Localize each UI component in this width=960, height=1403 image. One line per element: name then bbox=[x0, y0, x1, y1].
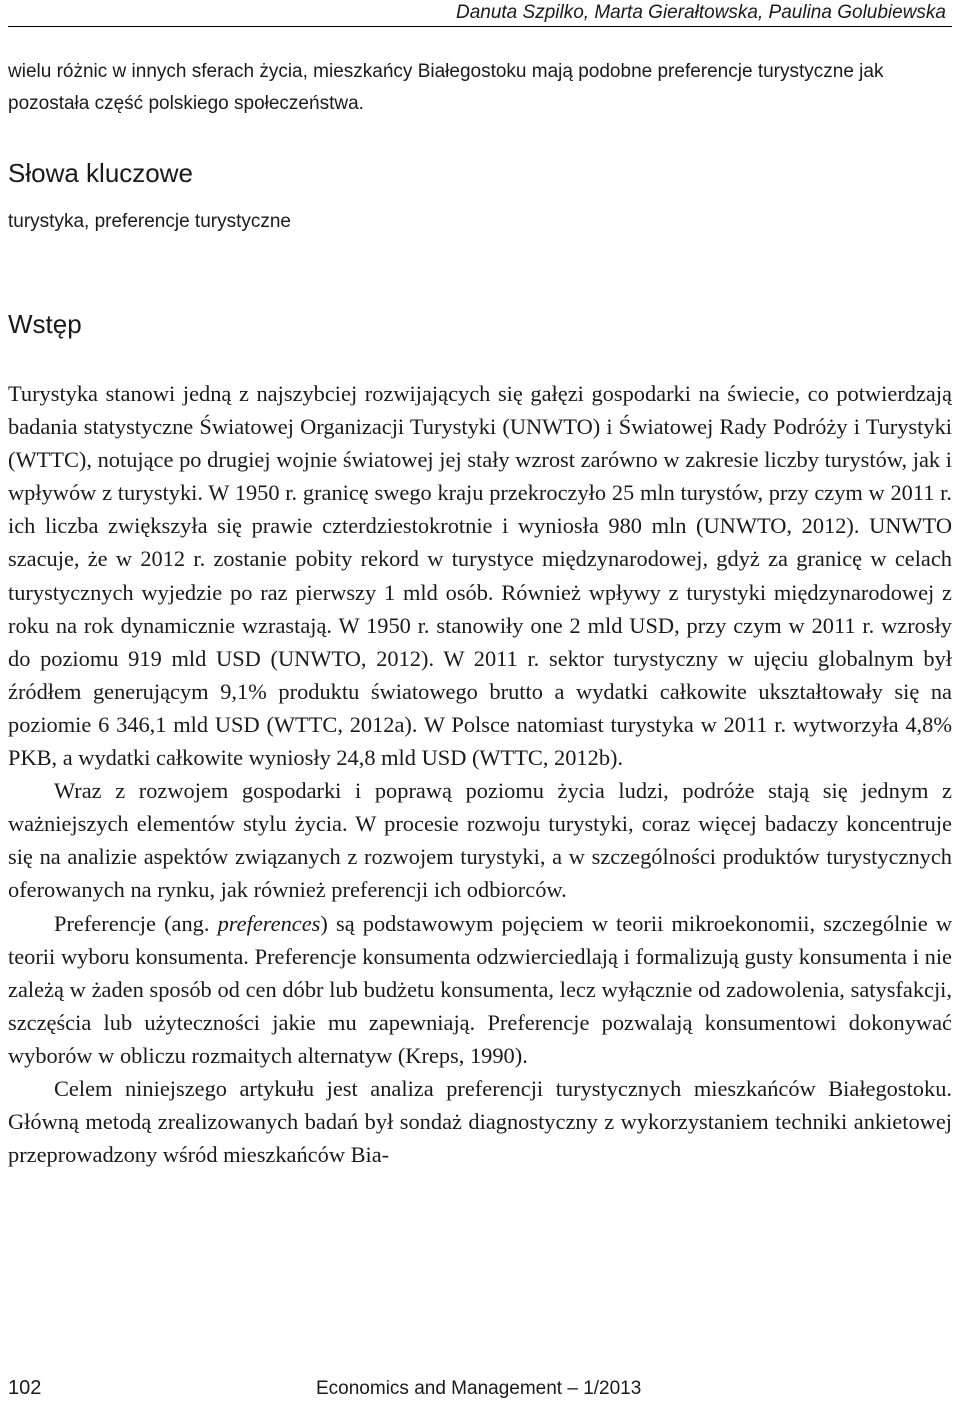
keywords-text: turystyka, preferencje turystyczne bbox=[8, 211, 291, 232]
running-header-authors: Danuta Szpilko, Marta Gierałtowska, Paulina Golubiewska bbox=[8, 0, 952, 27]
abstract-tail: wielu różnic w innych sferach życia, mieszkańcy Białegostoku mają podobne preferencje turystyczne jak pozostała część polskiego społeczeństwa. bbox=[8, 61, 884, 114]
paragraph-3 bbox=[8, 907, 952, 1072]
journal-name: Economics and Management – 1/2013 bbox=[316, 1378, 642, 1399]
introduction-body bbox=[8, 377, 952, 1171]
term-preferences: preferences bbox=[217, 910, 321, 936]
page-number: 102 bbox=[8, 1377, 42, 1399]
paragraph-2: Wraz z rozwojem gospodarki i poprawą poziomu życia ludzi, podróże stają się jednym z ważniejszych elementów stylu życia. W procesie rozwoju turystyki, coraz więcej badaczy koncentruje się na analizie aspektów związanych z rozwojem turystyki, a w szczególności produktów turystycznych oferowanych na rynku, jak również preferencji ich odbiorców. bbox=[8, 778, 952, 903]
introduction-heading: Wstęp bbox=[8, 309, 82, 339]
page-footer bbox=[8, 1374, 952, 1403]
keywords-heading: Słowa kluczowe bbox=[8, 158, 193, 188]
document-page bbox=[8, 0, 952, 1403]
paragraph-1: Turystyka stanowi jedną z najszybciej rozwijających się gałęzi gospodarki na świecie, co potwierdzają badania statystyczne Światowej Organizacji Turystyki (UNWTO) i Światowej Rady Podróży i Turystyki (WTTC), notujące po drugiej wojnie światowej jej stały wzrost zarówno w zakresie liczby turystów, jak i wpływów z turystyki. W 1950 r. granicę swego kraju przekroczyło 25 mln turystów, przy czym w 2011 r. ich liczba zwiększyła się prawie czterdziestokrotnie i wyniosła 980 mln (UNWTO, 2012). UNWTO szacuje, że w 2012 r. zostanie pobity rekord w turystyce międzynarodowej, gdyż za granicę w celach turystycznych wyjedzie po raz pierwszy 1 mld osób. Również wpływy z turystyki międzynarodowej z roku na rok dynamicznie wzrastają. W 1950 r. stanowiły one 2 mld USD, przy czym w 2011 r. wzrosły do poziomu 919 mld USD (UNWTO, 2012). W 2011 r. sektor turystyczny w ujęciu globalnym był źródłem generującym 9,1% produktu światowego brutto a wydatki całkowite ukształtowały się na poziomie 6 346,1 mld USD (WTTC, 2012a). W Polsce natomiast turystyka w 2011 r. wytworzyła 4,8% PKB, a wydatki całkowite wyniosły 24,8 mld USD (WTTC, 2012b). bbox=[8, 381, 952, 771]
paragraph-3-start: Preferencje (ang. bbox=[54, 910, 218, 936]
paragraph-3-rest: ) są podstawowym pojęciem w teorii mikroekonomii, szczególnie w teorii wyboru konsumenta. Preferencje konsumenta odzwierciedlają i formalizują gusty konsumenta i nie zależą w żaden sposób od cen dóbr lub budżetu konsumenta, lecz wyłącznie od zadowolenia, satysfakcji, szczęścia lub użyteczności jakie mu zapewniają. Preferencje pozwalają konsumentowi dokonywać wyborów w obliczu rozmaitych alternatyw (Kreps, 1990). bbox=[8, 910, 952, 1068]
paragraph-4: Celem niniejszego artykułu jest analiza preferencji turystycznych mieszkańców Białegostoku. Główną metodą zrealizowanych badań był sondaż diagnostyczny z wykorzystaniem techniki ankietowej przeprowadzony wśród mieszkańców Bia- bbox=[8, 1075, 952, 1168]
